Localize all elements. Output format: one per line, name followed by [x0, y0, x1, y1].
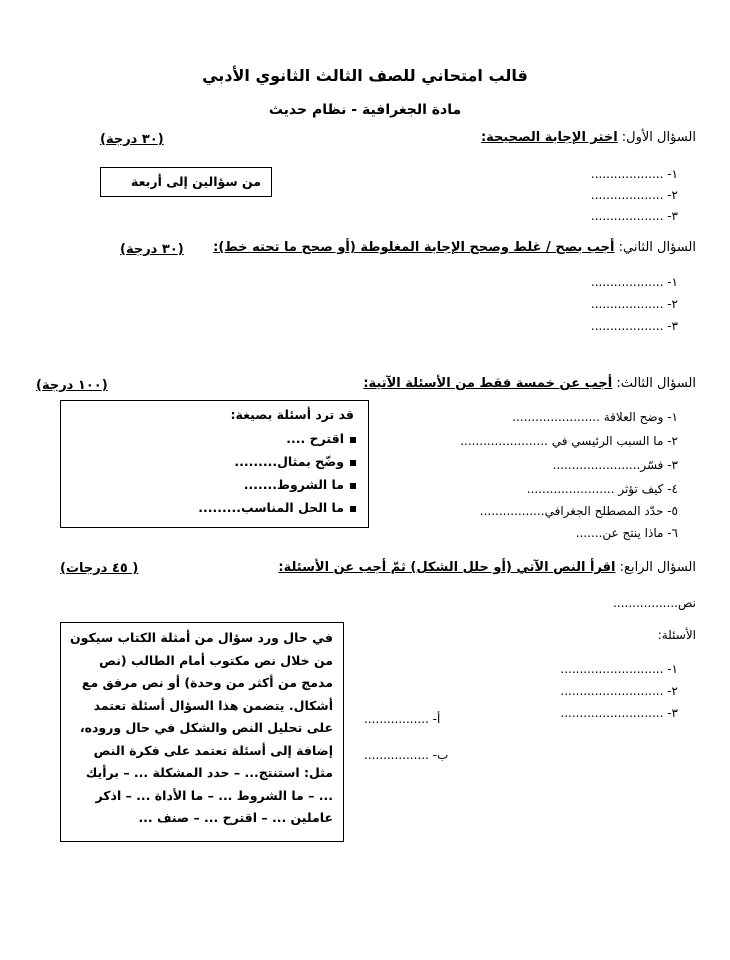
- page-title: قالب امتحاني للصف الثالث الثانوي الأدبي: [202, 66, 528, 85]
- q3-box-heading: قد ترد أسئلة بصيغة:: [230, 407, 354, 422]
- q4-item-1: ١- ...........................: [560, 662, 678, 676]
- q4-item-2: ٢- ...........................: [560, 684, 678, 698]
- q3-grade: (١٠٠ درجة): [36, 378, 108, 393]
- q4-instruction: اقرأ النص الآتي (أو حلل الشكل) ثمّ أجب عن الأسئلة:: [278, 560, 616, 575]
- q1-heading: [481, 130, 696, 145]
- q1-instruction: اختر الإجابة الصحيحة:: [480, 130, 618, 145]
- q4-heading: [278, 560, 696, 575]
- page-subtitle: مادة الجغرافية - نظام حديث: [268, 102, 462, 118]
- q3-instruction: أجب عن خمسة فقط من الأسئلة الآتية:: [363, 376, 613, 391]
- q1-note-box: [100, 167, 272, 197]
- q4-questions-label: الأسئلة:: [657, 628, 696, 642]
- q4-text-line: نص.................: [613, 596, 696, 610]
- bullet-icon: [350, 483, 356, 489]
- q1-note-text: من سؤالين إلى أربعة: [131, 174, 261, 189]
- q3-heading: [363, 376, 696, 391]
- q1-grade: (٣٠ درجة): [100, 132, 164, 147]
- q3-lead: السؤال الثالث:: [612, 376, 696, 391]
- q3-item-3: ٣- فسّر.......................: [552, 458, 678, 472]
- q2-item-3: ٣- ...................: [590, 319, 678, 333]
- q4-sub-a: أ- .................: [364, 712, 441, 726]
- bullet-icon: [350, 437, 356, 443]
- q3-item-2: ٢- ما السبب الرئيسي في .......................: [460, 434, 678, 448]
- q2-item-2: ٢- ...................: [590, 297, 678, 311]
- q3-item-1: ١- وضح العلاقة .......................: [512, 410, 678, 424]
- q4-box-paragraph: في حال ورد سؤال من أمثلة الكتاب سيكون من خلال نص مكتوب أمام الطالب (نص مدمج من أكثر من وحدة) أو نص مرفق مع أشكال. يتضمن هذا السؤال أسئلة تعتمد على تحليل النص والشكل في حال وروده، إضافة إلى أسئلة تعتمد على فكرة النص مثل: استنتج... – حدد المشكلة ... – برأيك ... – ما الشروط ... – ما الأداة ... – اذكر عاملين ... – اقترح ... – صنف ...: [69, 630, 333, 825]
- q2-instruction: أجب بصح / غلط وصحح الإجابة المغلوطة (أو صحح ما تحته خط):: [213, 240, 615, 255]
- q2-lead: السؤال الثاني:: [614, 240, 696, 255]
- q1-item-1: ١- ...................: [590, 167, 678, 181]
- q4-note-box: [60, 622, 344, 842]
- bullet-icon: [350, 506, 356, 512]
- q1-item-2: ٢- ...................: [590, 188, 678, 202]
- q3-box-bullet-4: ما الحل المناسب.........: [198, 500, 356, 515]
- q3-box-bullet-2: وضّح بمثال.........: [234, 454, 356, 469]
- q2-grade: (٣٠ درجة): [120, 242, 184, 257]
- q2-heading: [213, 240, 696, 255]
- bullet-icon: [350, 460, 356, 466]
- q4-item-3: ٣- ...........................: [560, 706, 678, 720]
- q1-item-3: ٣- ...................: [590, 209, 678, 223]
- q3-box-bullet-3: ما الشروط.......: [244, 477, 356, 492]
- q3-item-6: ٦- ماذا ينتج عن.......: [575, 526, 678, 540]
- q3-box-bullet-1: اقترح ....: [286, 431, 356, 446]
- q4-lead: السؤال الرابع:: [615, 560, 696, 575]
- q2-item-1: ١- ...................: [590, 275, 678, 289]
- q3-note-box: [60, 400, 369, 528]
- q3-item-5: ٥- حدّد المصطلح الجغرافي.................: [479, 504, 678, 518]
- q4-sub-b: ب- .................: [364, 748, 449, 762]
- q1-lead: السؤال الأول:: [617, 130, 696, 145]
- q3-item-4: ٤- كيف تؤثر .......................: [526, 482, 678, 496]
- q4-grade: ( ٤٥ درجات): [60, 561, 139, 576]
